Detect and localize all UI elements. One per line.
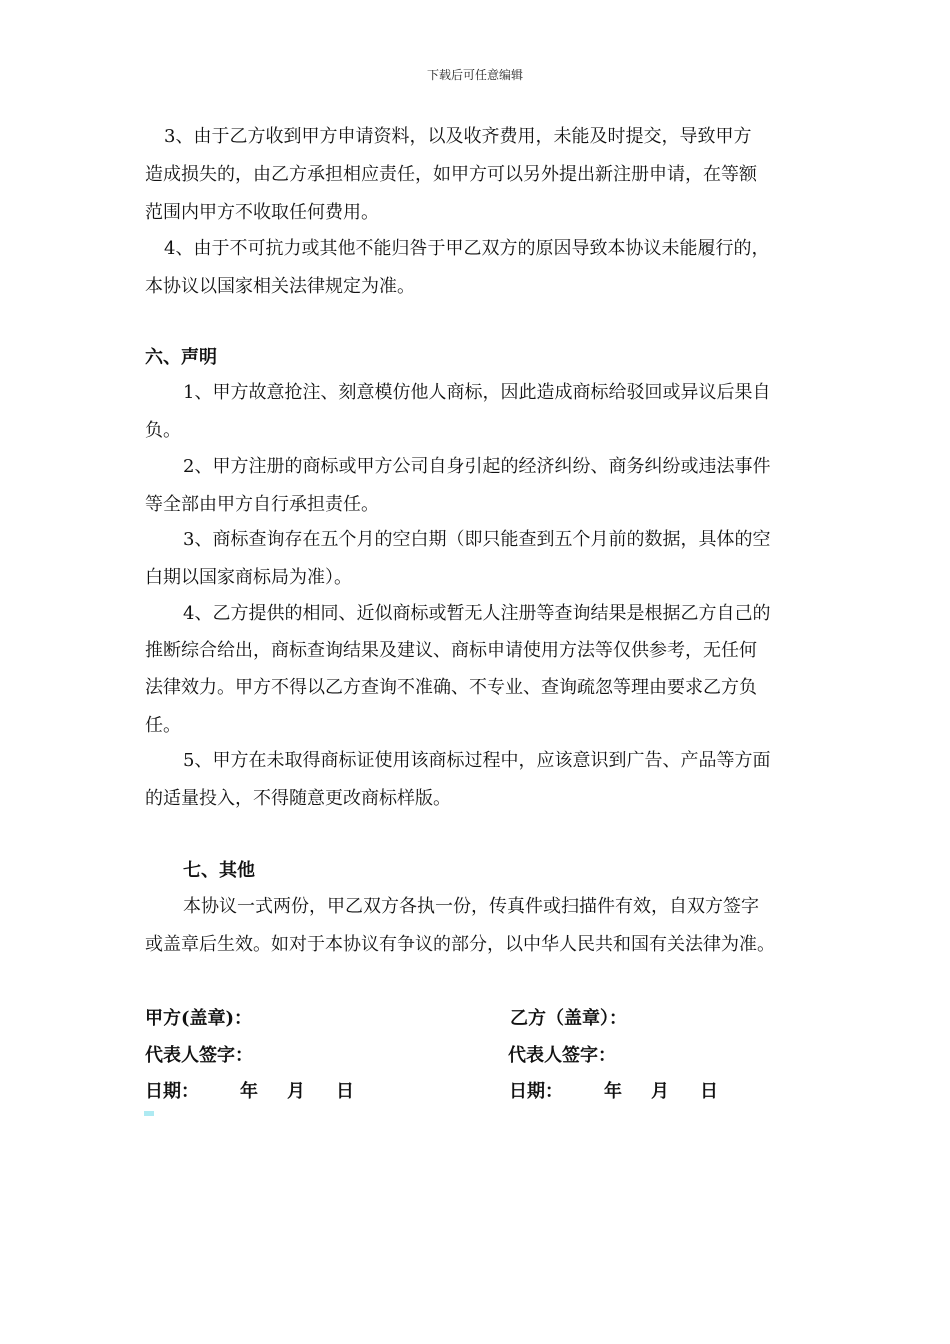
party-b-year: 年 <box>604 1081 622 1102</box>
highlight-marker <box>144 1111 154 1116</box>
party-a-day: 日 <box>336 1081 354 1102</box>
clause-6-4-line-4: 任。 <box>145 715 181 736</box>
party-a-seal-label: 甲方(盖章)： <box>145 1008 253 1029</box>
party-a-rep-label: 代表人签字： <box>145 1045 253 1066</box>
section-7-title: 七、其他 <box>183 860 255 881</box>
page-header-note: 下载后可任意编辑 <box>426 68 523 82</box>
clause-6-4-line-1: 4、乙方提供的相同、近似商标或暂无人注册等查询结果是根据乙方自己的 <box>183 603 771 624</box>
date-label: 日期： <box>509 1081 563 1102</box>
date-label: 日期： <box>145 1081 199 1102</box>
clause-6-1-line-1: 1、甲方故意抢注、刻意模仿他人商标，因此造成商标给驳回或异议后果自 <box>183 382 771 403</box>
clause-5-3-line-1: 3、由于乙方收到甲方申请资料，以及收齐费用，未能及时提交，导致甲方 <box>164 126 752 147</box>
clause-6-2-line-2: 等全部由甲方自行承担责任。 <box>145 494 379 515</box>
party-b-day: 日 <box>700 1081 718 1102</box>
clause-5-4-line-1: 4、由于不可抗力或其他不能归咎于甲乙双方的原因导致本协议未能履行的， <box>164 238 770 259</box>
clause-6-5-line-2: 的适量投入，不得随意更改商标样版。 <box>145 788 451 809</box>
party-a-date-row <box>145 1077 199 1103</box>
clause-6-2-line-1: 2、甲方注册的商标或甲方公司自身引起的经济纠纷、商务纠纷或违法事件 <box>183 456 771 477</box>
clause-6-3-line-1: 3、商标查询存在五个月的空白期（即只能查到五个月前的数据，具体的空 <box>183 529 771 550</box>
party-b-rep-label: 代表人签字： <box>508 1045 616 1066</box>
section-6-title: 六、声明 <box>145 347 217 368</box>
party-a-month: 月 <box>287 1081 305 1102</box>
clause-6-4-line-3: 法律效力。甲方不得以乙方查询不准确、不专业、查询疏忽等理由要求乙方负 <box>145 677 757 698</box>
clause-6-5-line-1: 5、甲方在未取得商标证使用该商标过程中，应该意识到广告、产品等方面 <box>183 750 771 771</box>
clause-5-4-line-2: 本协议以国家相关法律规定为准。 <box>145 276 415 297</box>
party-b-date-row <box>509 1077 563 1103</box>
clause-6-4-line-2: 推断综合给出，商标查询结果及建议、商标申请使用方法等仅供参考，无任何 <box>145 640 757 661</box>
clause-6-1-line-2: 负。 <box>145 420 181 441</box>
party-b-seal-label: 乙方（盖章）： <box>510 1008 627 1029</box>
section-7-body-line-1: 本协议一式两份，甲乙双方各执一份，传真件或扫描件有效，自双方签字 <box>183 896 759 917</box>
section-7-body-line-2: 或盖章后生效。如对于本协议有争议的部分，以中华人民共和国有关法律为准。 <box>145 934 775 955</box>
party-a-year: 年 <box>240 1081 258 1102</box>
party-b-month: 月 <box>651 1081 669 1102</box>
clause-5-3-line-2: 造成损失的，由乙方承担相应责任，如甲方可以另外提出新注册申请，在等额 <box>145 164 757 185</box>
clause-6-3-line-2: 白期以国家商标局为准）。 <box>145 567 352 588</box>
clause-5-3-line-3: 范围内甲方不收取任何费用。 <box>145 202 379 223</box>
